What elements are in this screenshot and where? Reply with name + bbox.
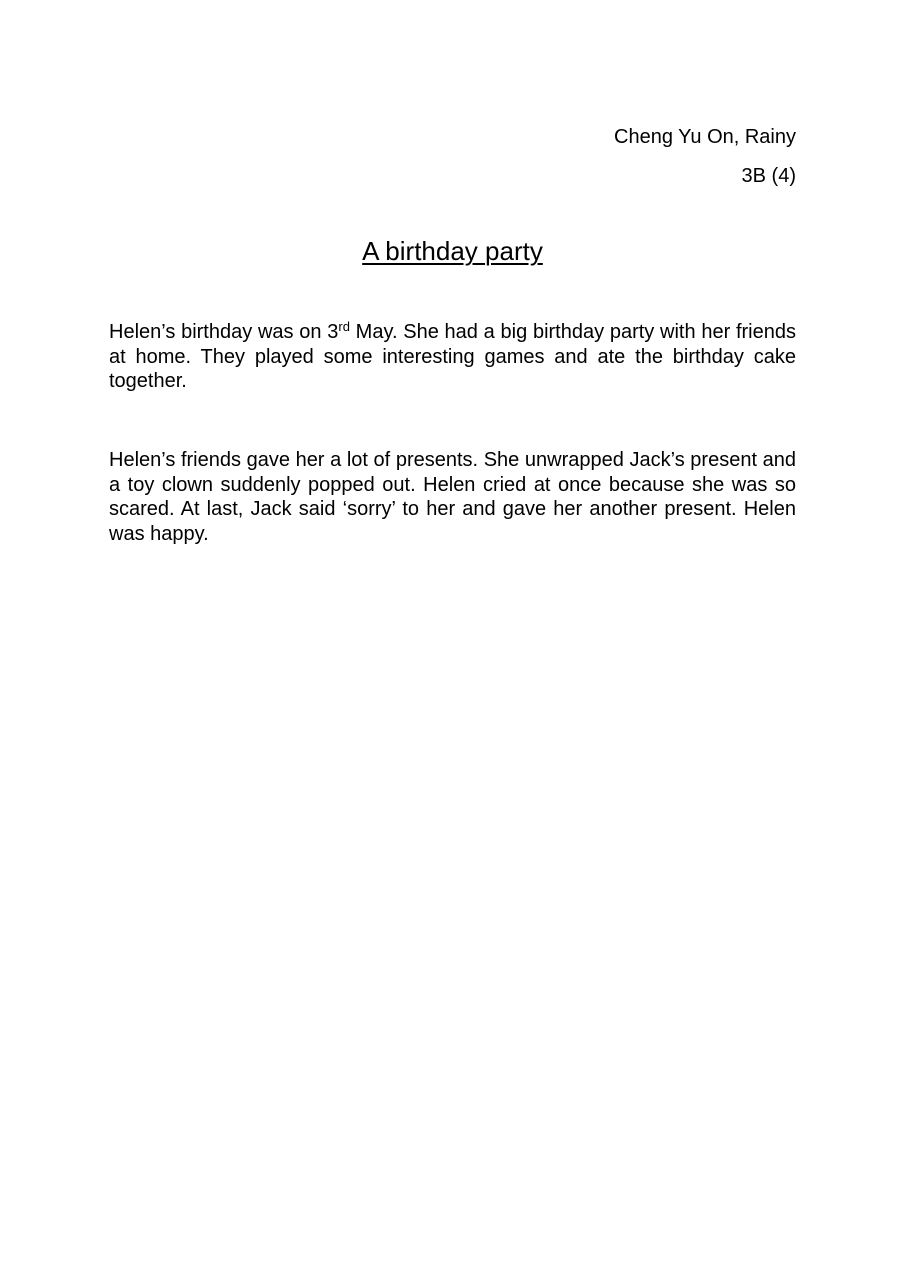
essay-title <box>0 234 905 268</box>
paragraph-2: Helen’s friends gave her a lot of presents. She unwrapped Jack’s present and a toy clown suddenly popped out. Helen cried at once because she was so scared. At last, Jack said ‘sorry’ to her and gave her another present. Helen was happy. <box>109 449 796 545</box>
essay-title-text: A birthday party <box>362 236 543 266</box>
class-number: 3B (4) <box>741 165 796 187</box>
ordinal-suffix: rd <box>338 319 350 335</box>
paragraph-1-rest: May. She had a big birthday party with her friends at home. They played some interesting games and ate the birthday cake together. <box>109 321 796 392</box>
paragraph-1 <box>109 320 796 394</box>
author-block <box>614 118 796 196</box>
author-name: Cheng Yu On, Rainy <box>614 126 796 148</box>
paragraph-1-start: Helen’s birthday was on 3 <box>109 321 339 343</box>
